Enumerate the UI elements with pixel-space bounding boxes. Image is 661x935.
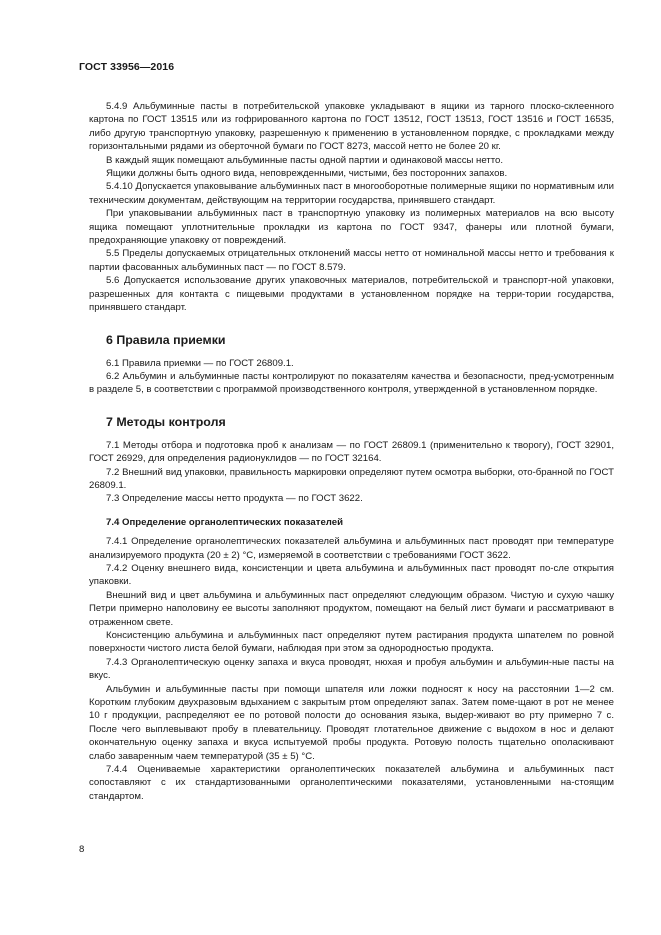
paragraph: При упаковывании альбуминных паст в транспортную упаковку из полимерных материалов на всю высоту ящика помещают уплотнительные прокладки из картона по ГОСТ 9347, фанеры или плотной бумаги, предохраняющие упаковку от повреждений. bbox=[89, 208, 614, 247]
paragraph: 5.5 Пределы допускаемых отрицательных отклонений массы нетто от номинальной массы нетто и требования к партии фасованных альбуминных паст — по ГОСТ 8.579. bbox=[89, 248, 614, 273]
paragraph: 7.2 Внешний вид упаковки, правильность маркировки определяют путем осмотра выборки, ото-бранной по ГОСТ 26809.1. bbox=[89, 466, 614, 491]
paragraph: Альбумин и альбуминные пасты при помощи шпателя или ложки подносят к носу на расстоянии 1—2 см. Коротким глубоким двухразовым вдыханием с закрытым ртом определяют запах. Затем поме-щают в рот не менее 10 г продукции, распределяют ее по ротовой полости до основания языка, выдер-живают во рту примерно 7 с. После чего выплевывают пробу в плевательницу. Проводят глотательное движение с выдохом в нос и делают окончательную оценку запаха и вкуса испытуемой пробы продукта. Ротовую полость тщательно ополаскивают слабо заваренным чаем температурой (35 ± 5) °С. bbox=[89, 683, 614, 762]
paragraph: Ящики должны быть одного вида, неповрежденными, чистыми, без посторонних запахов. bbox=[106, 168, 508, 180]
paragraph: В каждый ящик помещают альбуминные пасты одной партии и одинаковой массы нетто. bbox=[106, 154, 504, 166]
paragraph: 6.2 Альбумин и альбуминные пасты контролируют по показателям качества и безопасности, пред-усмотренным в разделе 5, в соответствии с программой производственного контроля, утвержденной в установленном порядке. bbox=[89, 370, 614, 396]
paragraph: 5.4.9 Альбуминные пасты в потребительской упаковке укладывают в ящики из тарного плоско-склеенного картона по ГОСТ 13515 или из гофрированного картона по ГОСТ 13512, ГОСТ 13513, ГОСТ 13516 и ГОСТ 16535, либо другую транспортную упаковку, разрешенную к применению в установленном порядке, с прокладками между горизонтальными рядами из оберточной бумаги по ГОСТ 8273, массой нетто не более 20 кг. bbox=[89, 101, 614, 153]
paragraph: 7.4.2 Оценку внешнего вида, консистенции и цвета альбумина и альбуминных паст проводят по-сле открытия упаковки. bbox=[89, 562, 614, 588]
paragraph: 7.4.4 Оцениваемые характеристики органолептических показателей альбумина и альбуминных паст сопоставляют с их стандартизованными органолептическими показателями, установленными на-стоящим стандартом. bbox=[89, 764, 614, 802]
paragraph: 5.6 Допускается использование других упаковочных материалов, потребительской и транспорт-ной упаковки, разрешенных для контакта с пищевыми продуктами в установленном порядке на терри-тории государства, принявшего стандарт. bbox=[89, 275, 614, 314]
paragraph: Внешний вид и цвет альбумина и альбуминных паст определяют следующим образом. Чистую и сухую чашку Петри примерно наполовину ее высоты заполняют продуктом, помещают на белый лист бумаги и рассматривают в отраженном свете. bbox=[89, 589, 614, 628]
subsection-heading: 7.4 Определение органолептических показателей bbox=[106, 516, 343, 528]
paragraph: 7.1 Методы отбора и подготовка проб к анализам — по ГОСТ 26809.1 (применительно к творогу), ГОСТ 32901, ГОСТ 26929, для определения радионуклидов — по ГОСТ 32164. bbox=[89, 439, 614, 465]
paragraph: 6.1 Правила приемки — по ГОСТ 26809.1. bbox=[106, 357, 294, 369]
section-heading: 6 Правила приемки bbox=[106, 332, 226, 347]
document-header: ГОСТ 33956—2016 bbox=[79, 61, 175, 73]
paragraph: 7.4.3 Органолептическую оценку запаха и вкуса проводят, нюхая и пробуя альбумин и альбумин-ные пасты на вкус. bbox=[89, 656, 614, 682]
paragraph: 7.3 Определение массы нетто продукта — по ГОСТ 3622. bbox=[106, 493, 363, 505]
section-heading: 7 Методы контроля bbox=[106, 414, 226, 429]
document-body bbox=[89, 100, 614, 803]
page-number: 8 bbox=[79, 844, 85, 855]
paragraph: 5.4.10 Допускается упаковывание альбуминных паст в многооборотные полимерные ящики по нормативным или техническим документам, действующим на территории государства, принявшего стандарт. bbox=[89, 181, 614, 206]
paragraph: 7.4.1 Определение органолептических показателей альбумина и альбуминных паст проводят при температуре анализируемого продукта (20 ± 2) °С, измеряемой в соответствии с требованиями ГОСТ 3622. bbox=[89, 536, 614, 561]
paragraph: Консистенцию альбумина и альбуминных паст определяют путем растирания продукта шпателем по ровной поверхности чистого листа белой бумаги, наблюдая при этом за однородностью продукта. bbox=[89, 630, 614, 655]
